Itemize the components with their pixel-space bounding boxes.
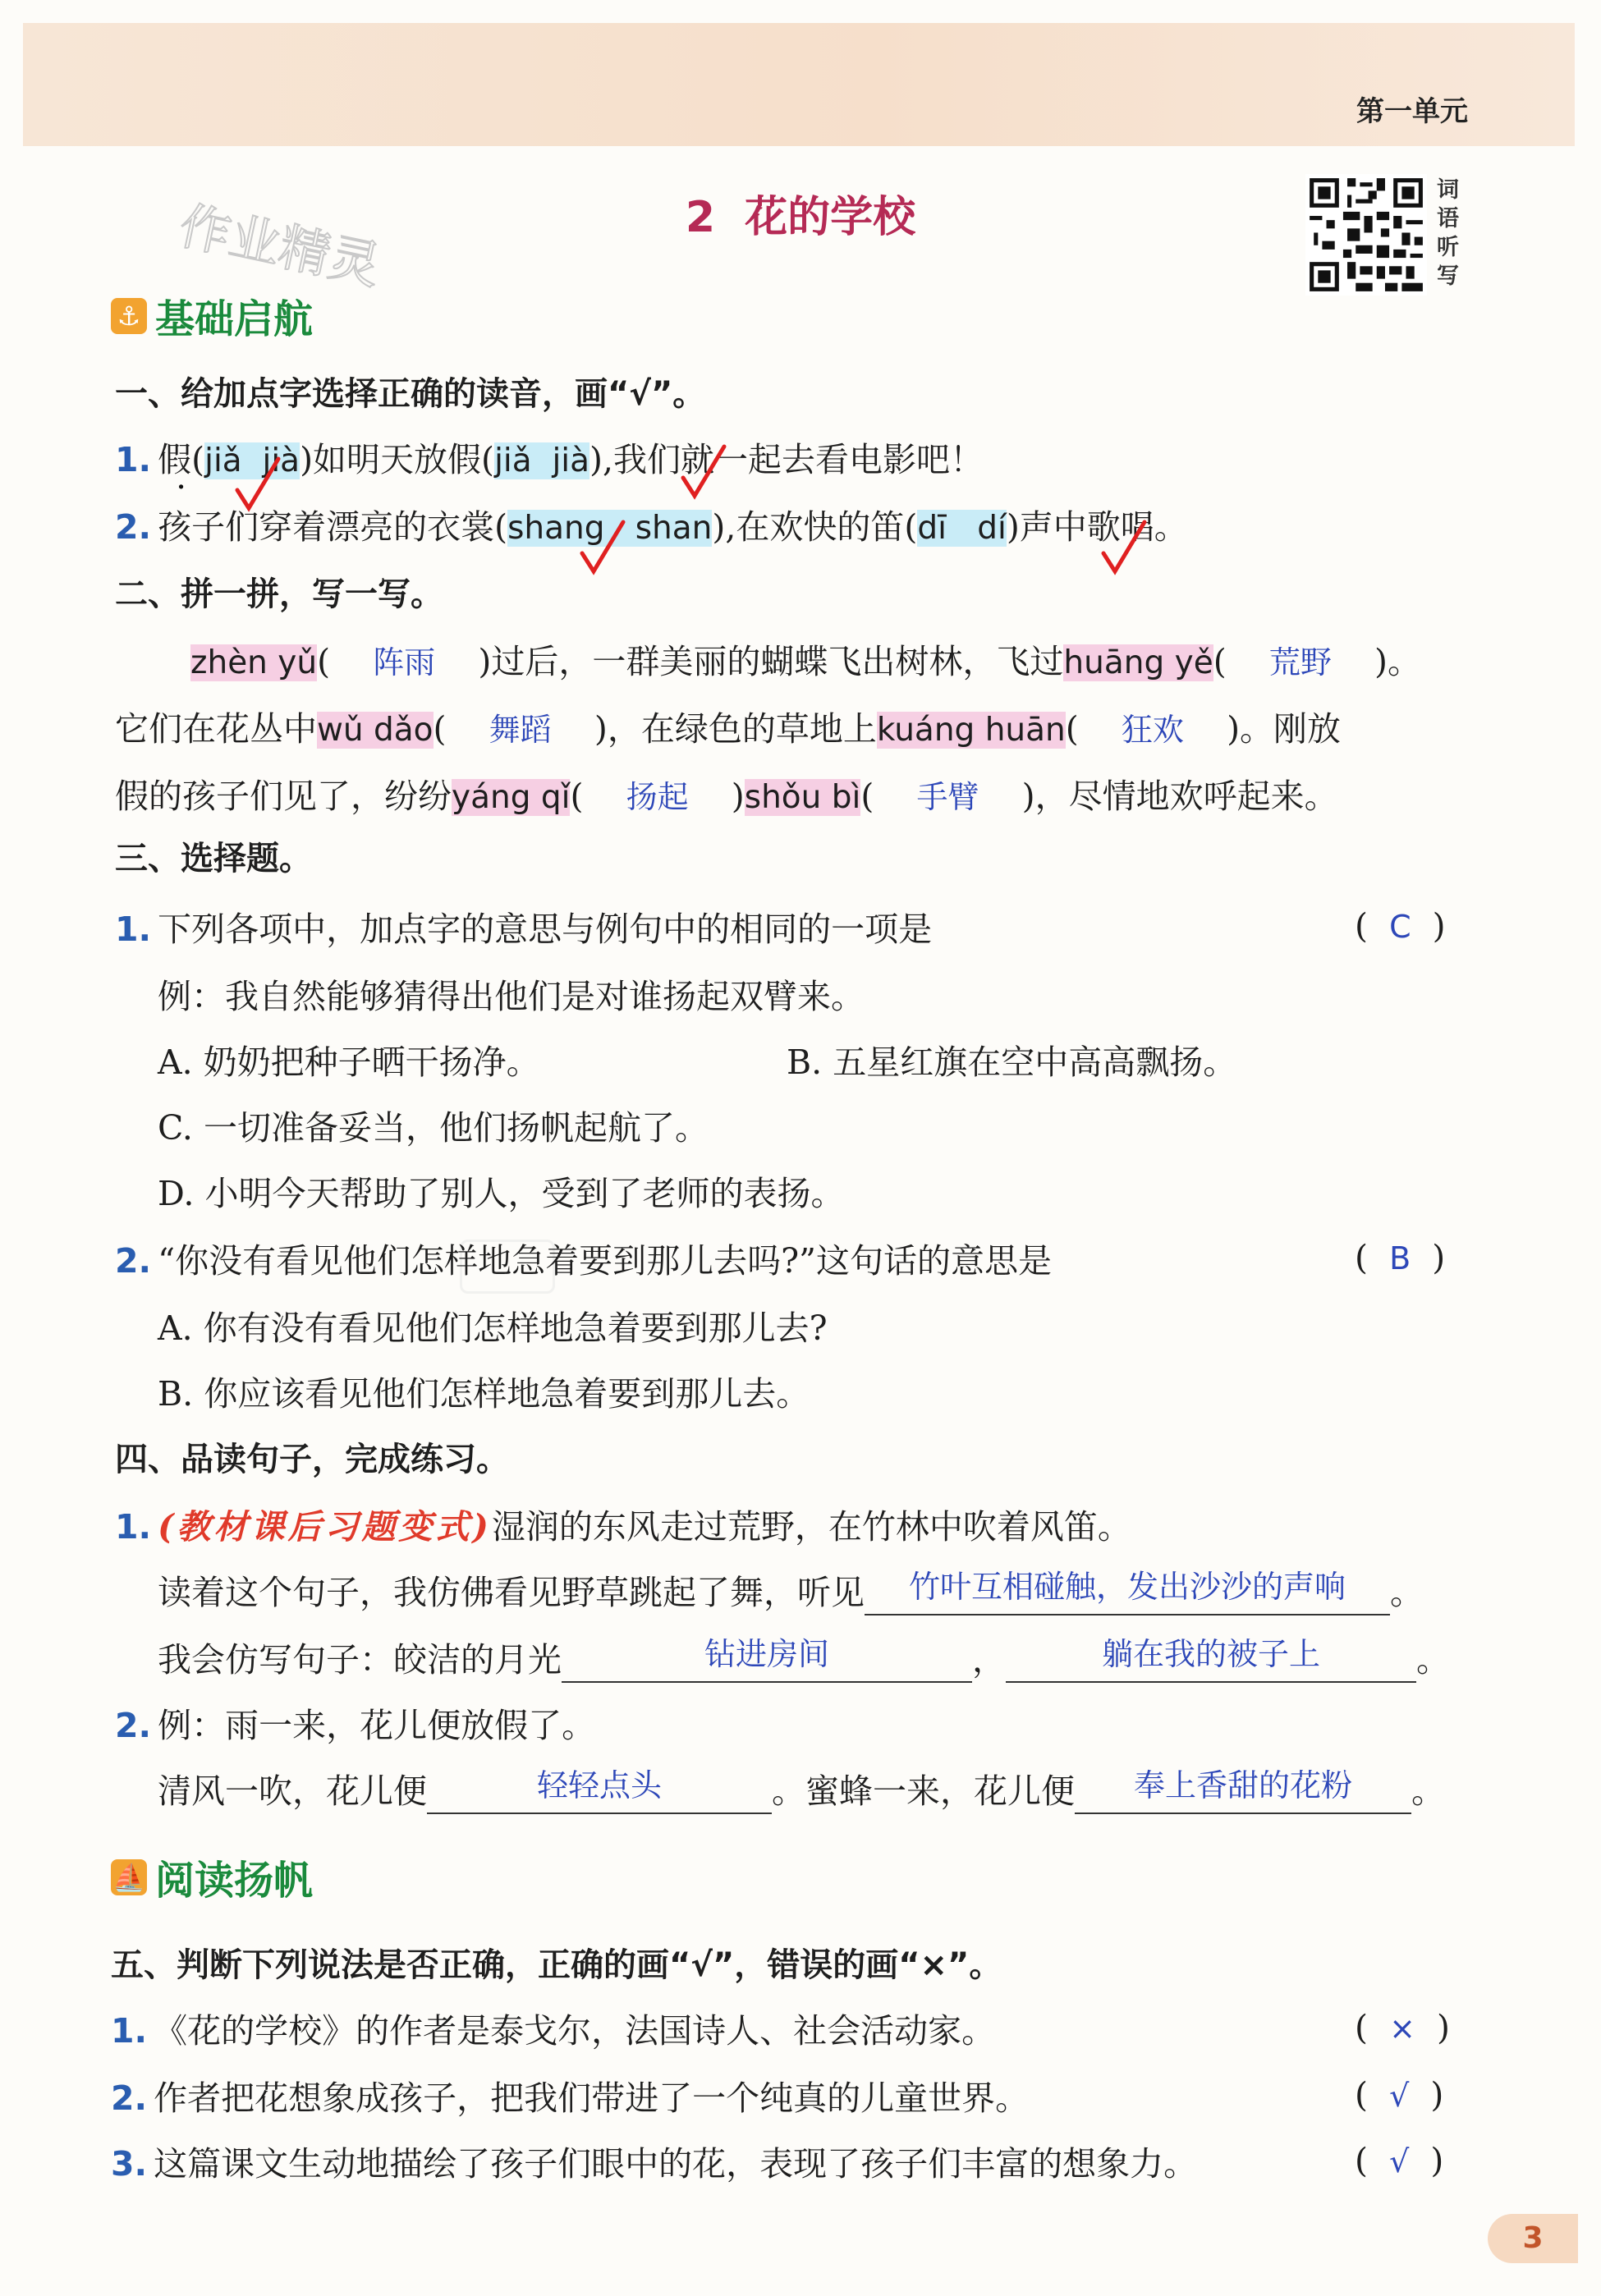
q3-item1-example: 例：我自然能够猜得出他们是对谁扬起双臂来。 xyxy=(158,977,865,1016)
sail-icon: ⛵ xyxy=(111,1859,147,1895)
q3-item1-option-d: D. 小明今天帮助了别人，受到了老师的表扬。 xyxy=(158,1174,845,1213)
qr-code-icon[interactable] xyxy=(1305,174,1427,296)
q5-item3-answer: ( √ ) xyxy=(1355,2141,1444,2180)
q5-item3: 3. 这篇课文生动地描绘了孩子们眼中的花，表现了孩子们丰富的想象力。 xyxy=(111,2144,1198,2184)
watermark: 作业精灵 xyxy=(174,195,386,296)
anchor-icon: ⚓ xyxy=(111,298,147,334)
q4-title: 四、品读句子，完成练习。 xyxy=(115,1441,509,1478)
qr-caption: 词语听写 xyxy=(1437,177,1459,289)
check-mark-icon xyxy=(234,456,283,513)
page-number: 3 xyxy=(1488,2214,1578,2263)
q2-line1: zhèn yǔ( 阵雨 )过后，一群美丽的蝴蝶飞出树林，飞过huāng yě( 荒野 )。 xyxy=(190,642,1421,681)
q1-title: 一、给加点字选择正确的读音，画“√”。 xyxy=(115,375,706,413)
check-mark-icon xyxy=(680,443,729,501)
q5-item1-answer: ( × ) xyxy=(1355,2008,1450,2047)
lesson-name: 花的学校 xyxy=(745,193,916,242)
q4-item1-read: 读着这个句子，我仿佛看见野草跳起了舞，听见 竹叶互相碰触，发出沙沙的声响 。 xyxy=(158,1570,1424,1615)
q3-item2-option-b: B. 你应该看见他们怎样地急着要到那儿去。 xyxy=(158,1374,810,1414)
q3-item2-option-a: A. 你有没有看见他们怎样地急着要到那儿去? xyxy=(158,1308,828,1348)
q3-item1-option-a: A. 奶奶把种子晒干扬净。 xyxy=(158,1043,540,1082)
q2-title: 二、拼一拼，写一写。 xyxy=(115,575,443,613)
unit-label: 第一单元 xyxy=(1356,95,1468,128)
q5-item2: 2. 作者把花想象成孩子，把我们带进了一个纯真的儿童世界。 xyxy=(111,2078,1030,2118)
q5-item1: 1. 《花的学校》的作者是泰戈尔，法国诗人、社会活动家。 xyxy=(111,2011,996,2051)
q1-item2: 2. 孩子们穿着漂亮的衣裳(shang shan),在欢快的笛(dī dí)声中歌唱。 xyxy=(115,507,1188,547)
q5-item2-answer: ( √ ) xyxy=(1355,2075,1444,2115)
q4-item1-sentence: 1. (教材课后习题变式)湿润的东风走过荒野，在竹林中吹着风笛。 xyxy=(115,1507,1131,1547)
q4-item1-imitate: 我会仿写句子：皎洁的月光 钻进房间 ， 躺在我的被子上 。 xyxy=(158,1637,1450,1683)
q3-item1-answer: ( C ) xyxy=(1355,906,1446,946)
q3-item1-option-c: C. 一切准备妥当，他们扬帆起航了。 xyxy=(158,1108,709,1148)
q3-item2-answer: ( B ) xyxy=(1355,1238,1446,1277)
q3-title: 三、选择题。 xyxy=(115,840,312,878)
q4-item2-answer: 清风一吹，花儿便 轻轻点头 。蜜蜂一来，花儿便 奉上香甜的花粉 。 xyxy=(158,1768,1445,1814)
q2-line3: 假的孩子们见了，纷纷yáng qǐ( 扬起 )shǒu bì( 手臂 )，尽情地欢呼起来。 xyxy=(115,777,1338,816)
q5-title: 五、判断下列说法是否正确，正确的画“√”，错误的画“×”。 xyxy=(111,1946,1002,1984)
check-mark-icon xyxy=(579,519,628,576)
q1-item1: 1. 假( ·jiǎ jià)如明天放假(jiǎ jià),我们就一起去看电影吧！ xyxy=(115,437,984,484)
q3-item1-option-b: B. 五星红旗在空中高高飘扬。 xyxy=(787,1043,1237,1082)
check-mark-icon xyxy=(1100,519,1149,576)
q2-line2: 它们在花丛中wǔ dǎo( 舞蹈 )，在绿色的草地上kuáng huān( 狂欢 )。刚放 xyxy=(115,709,1342,749)
section-basic: ⚓ 基础启航 xyxy=(111,287,313,344)
q3-item2-stem: 2. “你没有看见他们怎样地急着要到那儿去吗?”这句话的意思是 xyxy=(115,1241,1053,1281)
header-band xyxy=(23,23,1575,146)
q3-item1-stem: 1. 下列各项中，加点字的意思与例句中的相同的一项是 xyxy=(115,910,933,949)
section-reading: ⛵ 阅读扬帆 xyxy=(111,1849,313,1905)
lesson-number: 2 xyxy=(685,193,716,242)
q4-item2-example: 2. 例：雨一来，花儿便放假了。 xyxy=(115,1706,596,1745)
